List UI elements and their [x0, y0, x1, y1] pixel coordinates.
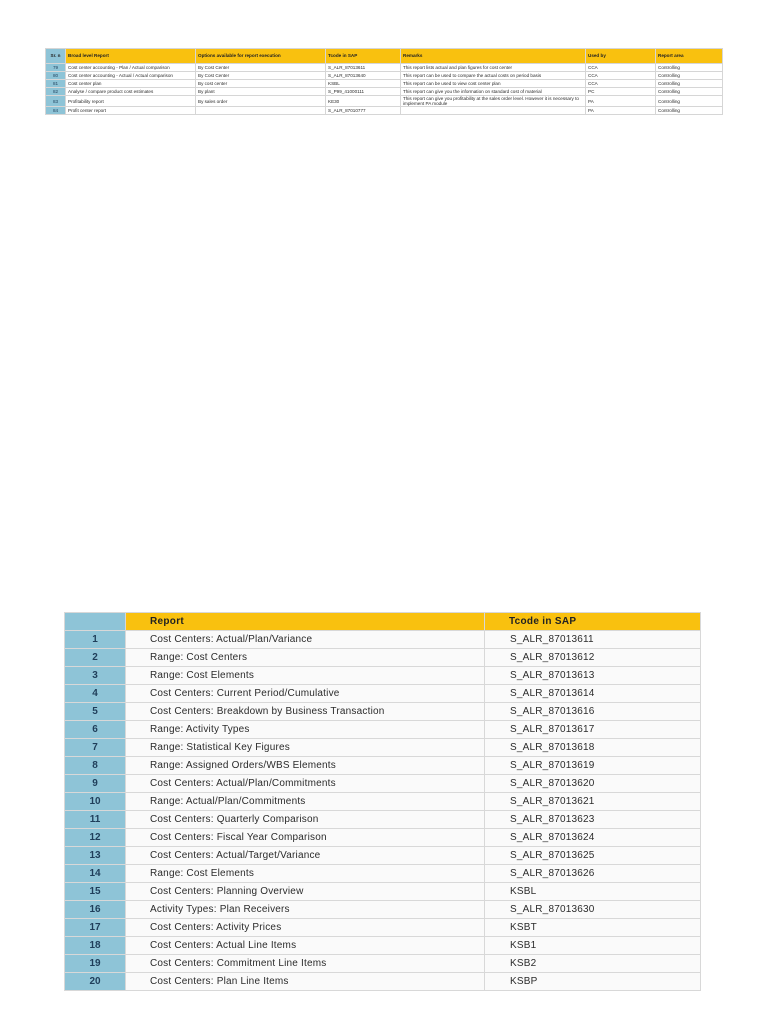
report-name: Cost Centers: Actual/Plan/Variance [126, 631, 485, 649]
tcode-header: Tcode in SAP [485, 613, 701, 631]
row-number: 79 [46, 64, 66, 72]
table-row [65, 703, 701, 721]
table-row [65, 649, 701, 667]
tcode: S_ALR_87013626 [485, 865, 701, 883]
report-name: Range: Assigned Orders/WBS Elements [126, 757, 485, 775]
row-number: 1 [65, 631, 126, 649]
tcode: S_ALR_87013617 [485, 721, 701, 739]
report-name: Cost center accounting - Actual / Actual comparison [66, 72, 196, 80]
used-by: PA [586, 96, 656, 107]
cost-center-reports-table [64, 612, 701, 991]
tcode: S_ALR_87013619 [485, 757, 701, 775]
tcode: S_ALR_87013611 [485, 631, 701, 649]
table-row [65, 721, 701, 739]
row-number: 16 [65, 901, 126, 919]
tcode: S_ALR_87010777 [326, 107, 401, 115]
used-by: PC [586, 88, 656, 96]
table-header-row [65, 613, 701, 631]
tcode: S_ALR_87013611 [326, 64, 401, 72]
row-number: 19 [65, 955, 126, 973]
row-number: 80 [46, 72, 66, 80]
row-number: 15 [65, 883, 126, 901]
report-header: Report [126, 613, 485, 631]
row-number: 7 [65, 739, 126, 757]
options-header: Options available for report execution [196, 49, 326, 64]
used-by: PA [586, 107, 656, 115]
table-row [65, 739, 701, 757]
table-row [65, 685, 701, 703]
number-header [65, 613, 126, 631]
remarks: This report lists actual and plan figures for cost center [401, 64, 586, 72]
row-number: 84 [46, 107, 66, 115]
row-number: 11 [65, 811, 126, 829]
table-row [65, 775, 701, 793]
report-name: Profitability report [66, 96, 196, 107]
serial-number-header: Sr. n [46, 49, 66, 64]
row-number: 82 [46, 88, 66, 96]
remarks: This report can give you the information on standard cost of material [401, 88, 586, 96]
report-name: Cost center accounting - Plan / Actual comparison [66, 64, 196, 72]
report-name: Profit center report [66, 107, 196, 115]
report-name: Cost Centers: Actual Line Items [126, 937, 485, 955]
report-area: Controlling [656, 107, 723, 115]
table-row [46, 64, 723, 72]
table-row [65, 883, 701, 901]
row-number: 6 [65, 721, 126, 739]
report-options: By cost center [196, 80, 326, 88]
table-row [65, 811, 701, 829]
report-area: Controlling [656, 72, 723, 80]
table-row [65, 937, 701, 955]
report-name: Cost Centers: Actual/Plan/Commitments [126, 775, 485, 793]
row-number: 8 [65, 757, 126, 775]
tcode: KSBL [485, 883, 701, 901]
row-number: 4 [65, 685, 126, 703]
report-name: Cost Centers: Activity Prices [126, 919, 485, 937]
report-name: Range: Statistical Key Figures [126, 739, 485, 757]
report-name: Analyse / compare product cost estimates [66, 88, 196, 96]
report-name: Cost Centers: Current Period/Cumulative [126, 685, 485, 703]
row-number: 17 [65, 919, 126, 937]
tcode: KSB1 [485, 937, 701, 955]
row-number: 9 [65, 775, 126, 793]
remarks: This report can give you profitability at the sales order level. However it is necessary to implement PA module [401, 96, 586, 107]
table-row [46, 107, 723, 115]
used-by: CCA [586, 72, 656, 80]
report-name: Range: Activity Types [126, 721, 485, 739]
tcode: KSBP [485, 973, 701, 991]
broad-level-report-header: Broad level Report [66, 49, 196, 64]
report-name: Range: Cost Centers [126, 649, 485, 667]
tcode: KE30 [326, 96, 401, 107]
report-area: Controlling [656, 80, 723, 88]
tcode: KSBL [326, 80, 401, 88]
table-row [65, 793, 701, 811]
report-area: Controlling [656, 88, 723, 96]
tcode: S_ALR_87013621 [485, 793, 701, 811]
table-row [65, 757, 701, 775]
report-area: Controlling [656, 64, 723, 72]
report-name: Range: Cost Elements [126, 865, 485, 883]
row-number: 14 [65, 865, 126, 883]
used-by: CCA [586, 64, 656, 72]
report-options: By Cost Center [196, 64, 326, 72]
row-number: 10 [65, 793, 126, 811]
report-area: Controlling [656, 96, 723, 107]
row-number: 83 [46, 96, 66, 107]
row-number: 5 [65, 703, 126, 721]
row-number: 13 [65, 847, 126, 865]
report-area-header: Report area [656, 49, 723, 64]
report-name: Range: Actual/Plan/Commitments [126, 793, 485, 811]
report-name: Cost Centers: Actual/Target/Variance [126, 847, 485, 865]
tcode: S_ALR_87013612 [485, 649, 701, 667]
row-number: 12 [65, 829, 126, 847]
report-options: By Cost Center [196, 72, 326, 80]
report-name: Cost center plan [66, 80, 196, 88]
table-row [65, 973, 701, 991]
row-number: 81 [46, 80, 66, 88]
report-name: Cost Centers: Planning Overview [126, 883, 485, 901]
used-by-header: Used by [586, 49, 656, 64]
report-name: Cost Centers: Quarterly Comparison [126, 811, 485, 829]
row-number: 3 [65, 667, 126, 685]
table-row [65, 847, 701, 865]
tcode: S_ALR_87013625 [485, 847, 701, 865]
table-row [65, 865, 701, 883]
table-row [65, 919, 701, 937]
report-options [196, 107, 326, 115]
report-name: Cost Centers: Plan Line Items [126, 973, 485, 991]
tcode: S_ALR_87013620 [485, 775, 701, 793]
report-name: Cost Centers: Breakdown by Business Transaction [126, 703, 485, 721]
remarks: This report can be used to compare the actual costs on period basis [401, 72, 586, 80]
tcode: S_ALR_87013618 [485, 739, 701, 757]
tcode: S_ALR_87013630 [485, 901, 701, 919]
tcode: S_ALR_87013624 [485, 829, 701, 847]
tcode: S_ALR_87013614 [485, 685, 701, 703]
table-row [46, 72, 723, 80]
table-row [46, 80, 723, 88]
tcode: S_P99_41000111 [326, 88, 401, 96]
table-row [65, 667, 701, 685]
table-header-row [46, 49, 723, 64]
used-by: CCA [586, 80, 656, 88]
remarks: This report can be used to view cost center plan [401, 80, 586, 88]
table-row [65, 829, 701, 847]
table-row [65, 631, 701, 649]
tcode: KSB2 [485, 955, 701, 973]
tcode: KSBT [485, 919, 701, 937]
report-name: Cost Centers: Commitment Line Items [126, 955, 485, 973]
tcode-header: Tcode in SAP [326, 49, 401, 64]
report-name: Activity Types: Plan Receivers [126, 901, 485, 919]
table-row [65, 955, 701, 973]
report-options: By plant [196, 88, 326, 96]
table-row [65, 901, 701, 919]
table-row [46, 88, 723, 96]
report-options: By sales order [196, 96, 326, 107]
row-number: 18 [65, 937, 126, 955]
tcode: S_ALR_87013616 [485, 703, 701, 721]
tcode: S_ALR_87013613 [485, 667, 701, 685]
report-name: Cost Centers: Fiscal Year Comparison [126, 829, 485, 847]
tcode: S_ALR_87013640 [326, 72, 401, 80]
tcode: S_ALR_87013623 [485, 811, 701, 829]
table-row [46, 96, 723, 107]
remarks-header: Remarks [401, 49, 586, 64]
remarks [401, 107, 586, 115]
report-name: Range: Cost Elements [126, 667, 485, 685]
row-number: 2 [65, 649, 126, 667]
controlling-reports-table [45, 48, 723, 115]
row-number: 20 [65, 973, 126, 991]
